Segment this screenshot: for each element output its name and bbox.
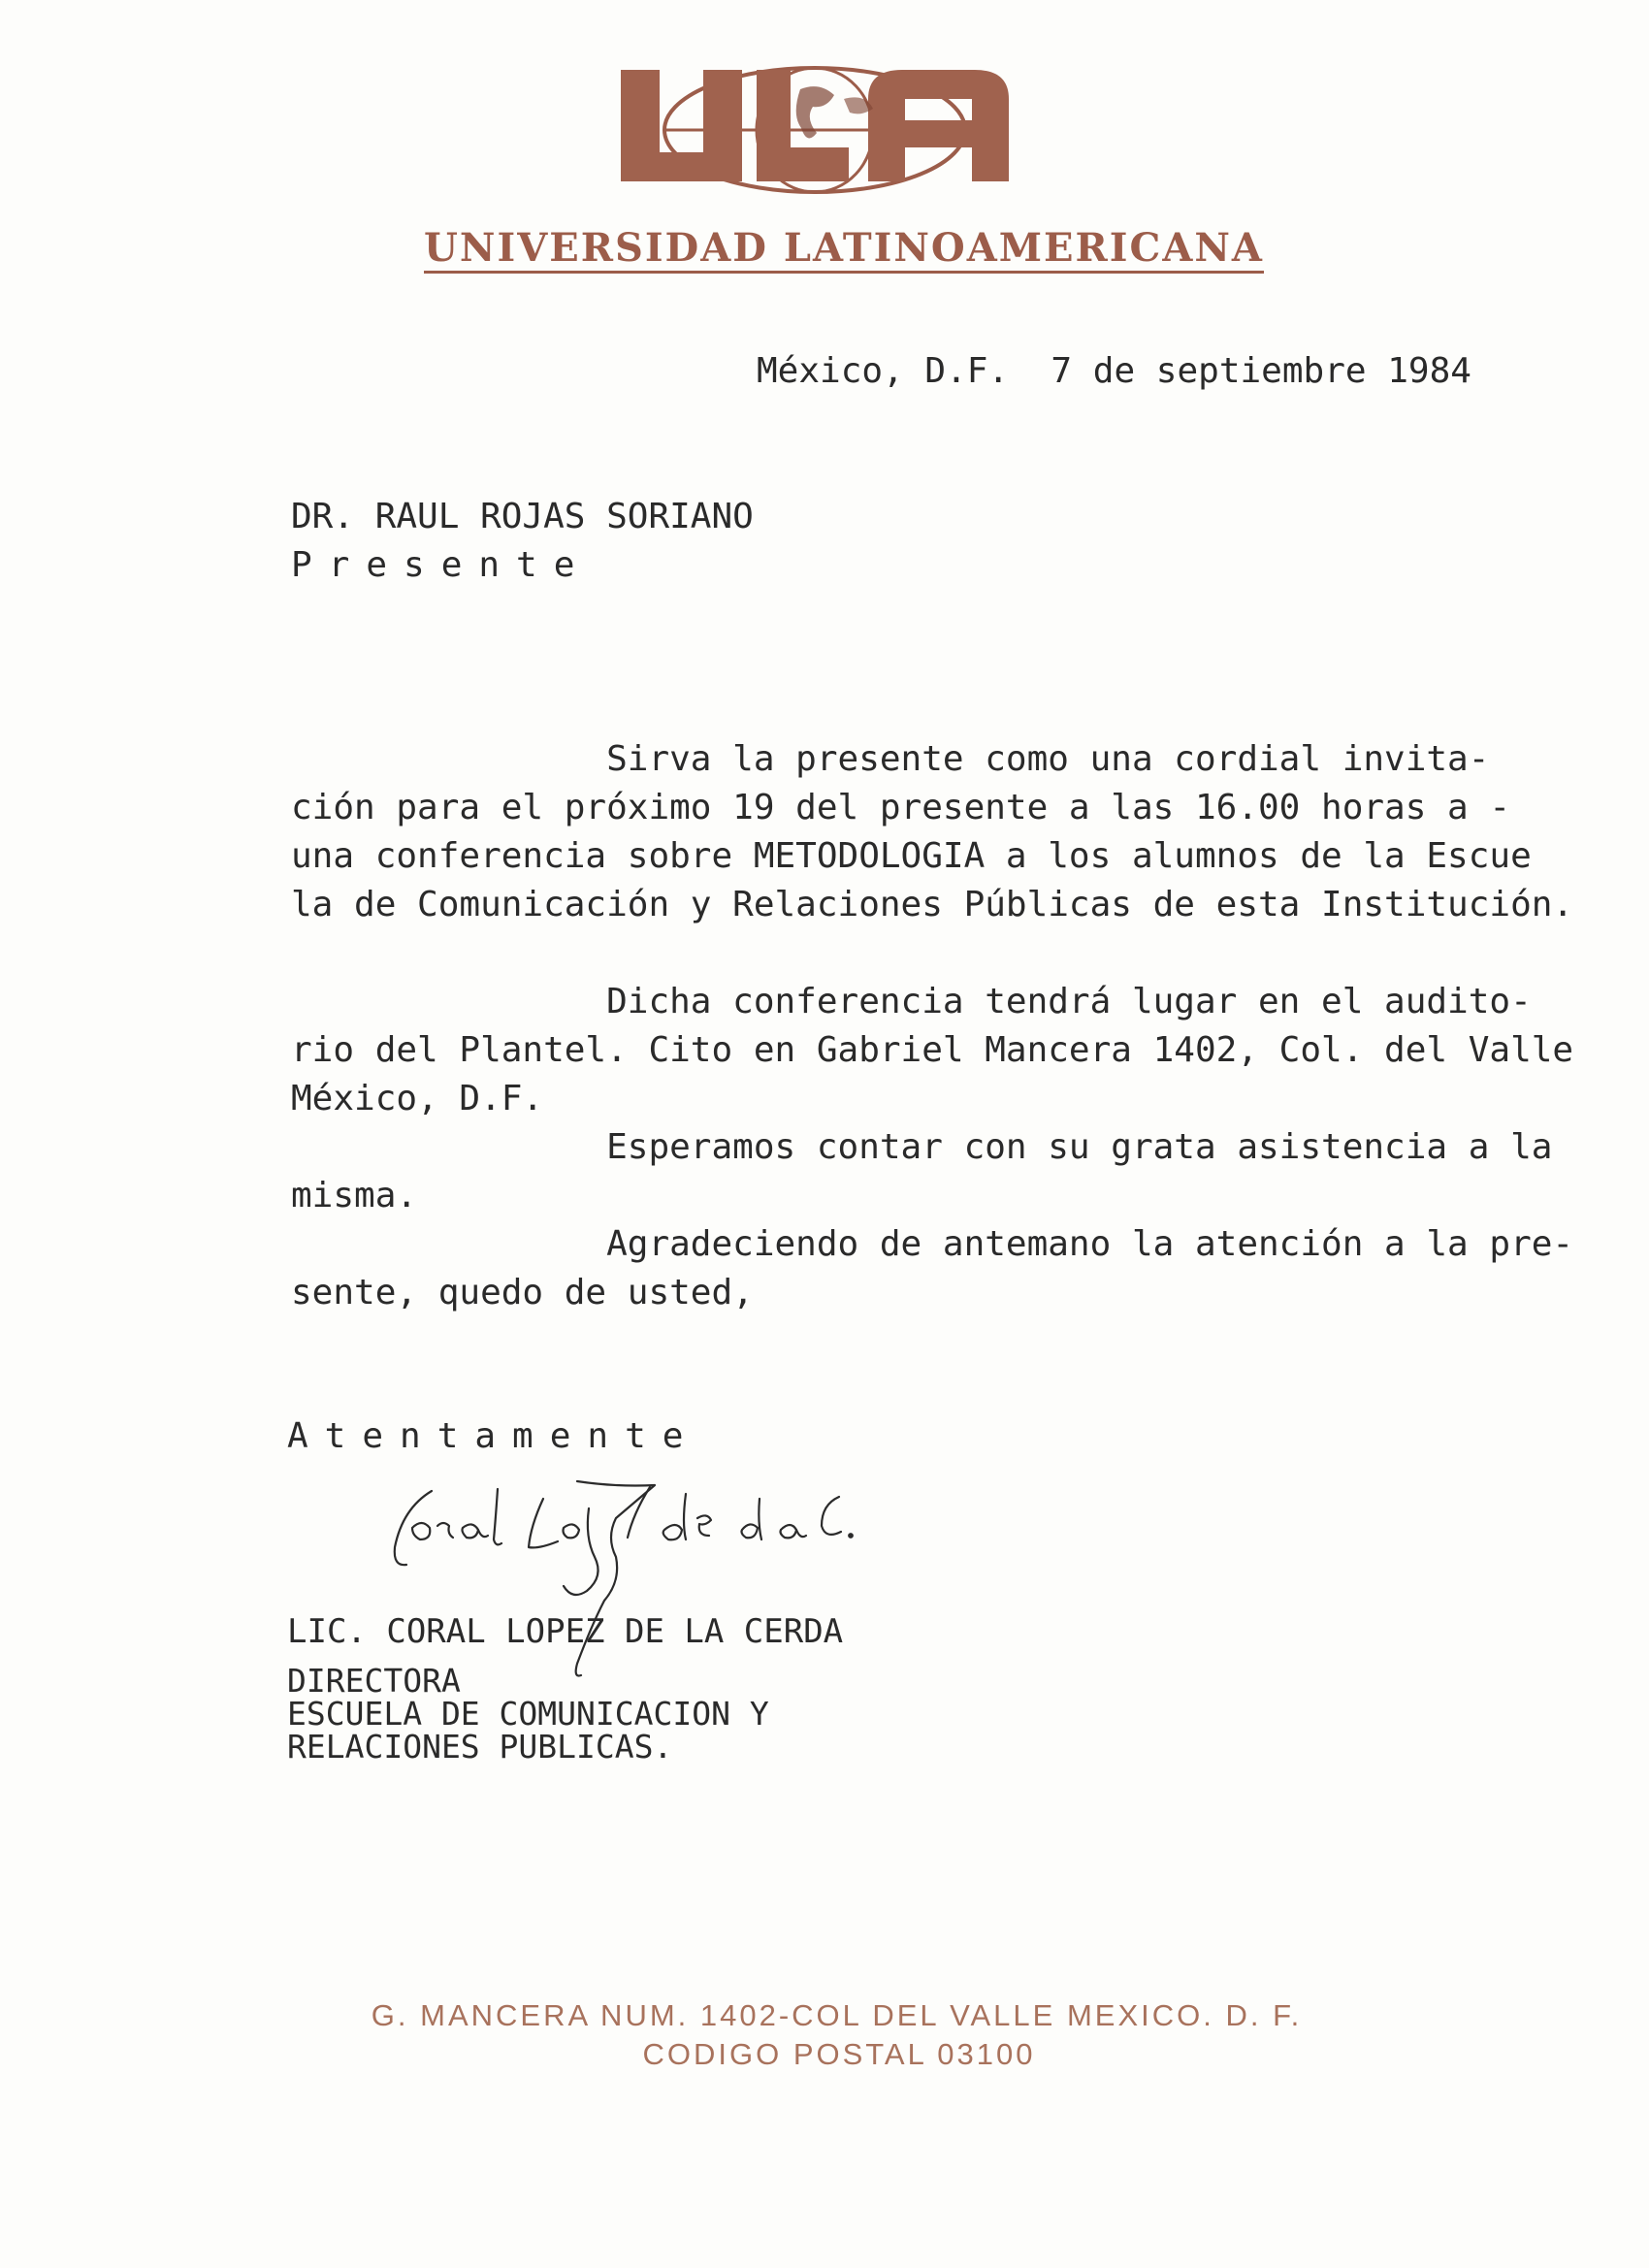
institution-name: UNIVERSIDAD LATINOAMERICANA (0, 225, 1649, 271)
body-line: sente, quedo de usted, (291, 1273, 754, 1312)
footer-address: G. MANCERA NUM. 1402-COL DEL VALLE MEXICO. D. F. (371, 1998, 1303, 2032)
body-line: ción para el próximo 19 del presente a las 16.00 horas a - (291, 788, 1511, 827)
body-line: rio del Plantel. Cito en Gabriel Mancera 1402, Col. del Valle (291, 1030, 1574, 1070)
signer-name: LIC. CORAL LOPEZ DE LA CERDA (287, 1612, 844, 1651)
body-line: Agradeciendo de antemano la atención a la pre- (291, 1224, 1574, 1264)
recipient-name: DR. RAUL ROJAS SORIANO (291, 497, 754, 536)
body-line: misma. (291, 1176, 418, 1215)
body-line: Sirva la presente como una cordial invita- (291, 739, 1490, 779)
university-logo (611, 60, 1018, 201)
recipient-salutation: Presente (291, 545, 592, 585)
signer-title: DIRECTORA (287, 1662, 461, 1700)
body-line: México, D.F. (291, 1079, 544, 1118)
signer-department: ESCUELA DE COMUNICACION Y (287, 1695, 769, 1733)
signer-department-continued: RELACIONES PUBLICAS. (287, 1728, 673, 1766)
letter-date: México, D.F. 7 de septiembre 1984 (757, 351, 1471, 391)
closing: Atentamente (287, 1416, 700, 1456)
body-line: la de Comunicación y Relaciones Públicas de esta Institución. (291, 885, 1574, 924)
body-line: Esperamos contar con su grata asistencia a la (291, 1127, 1553, 1167)
footer-postal-code: CODIGO POSTAL 03100 (642, 2037, 1036, 2071)
body-line: una conferencia sobre METODOLOGIA a los alumnos de la Escue (291, 836, 1532, 876)
body-line: Dicha conferencia tendrá lugar en el audito- (291, 982, 1532, 1021)
